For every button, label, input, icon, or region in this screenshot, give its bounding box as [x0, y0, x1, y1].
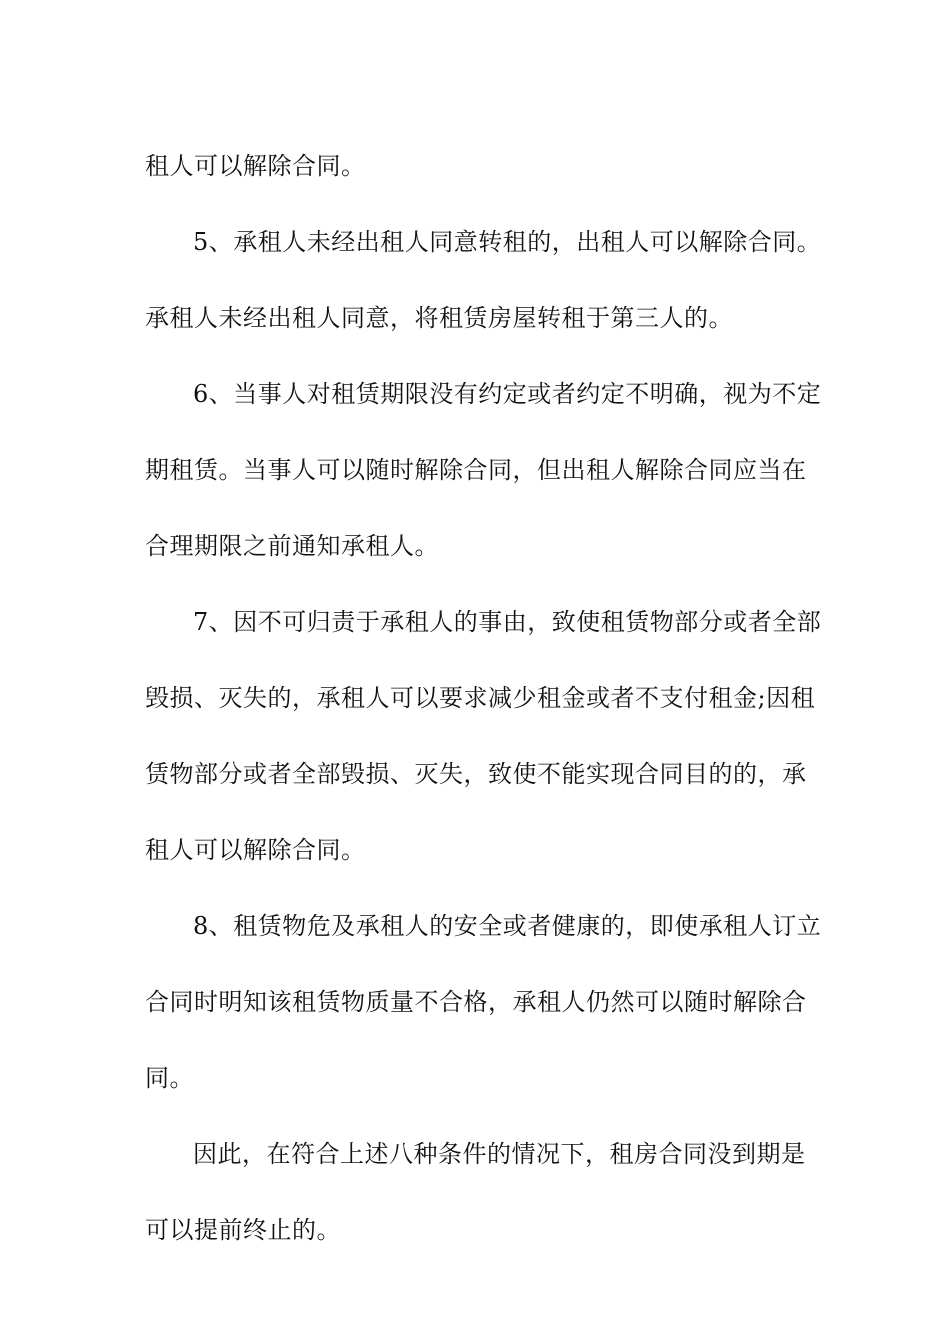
- paragraph-conclusion: [145, 1116, 810, 1268]
- text-line: 8、租赁物危及承租人的安全或者健康的，即使承租人订立: [193, 912, 822, 940]
- text-line: 同。: [145, 1064, 194, 1092]
- text-line: 合理期限之前通知承租人。: [145, 532, 439, 560]
- paragraph-item-7: [145, 584, 822, 888]
- text-line: 因此，在符合上述八种条件的情况下，租房合同没到期是: [193, 1140, 806, 1168]
- paragraph-item-8: [145, 888, 822, 1116]
- text-line: 5、承租人未经出租人同意转租的，出租人可以解除合同。: [193, 228, 822, 256]
- text-line: 可以提前终止的。: [145, 1216, 341, 1244]
- text-line: 7、因不可归责于承租人的事由，致使租赁物部分或者全部: [193, 608, 822, 636]
- document-page: [145, 128, 822, 1268]
- text-line: 租人可以解除合同。: [145, 152, 366, 180]
- text-line: 毁损、灭失的，承租人可以要求减少租金或者不支付租金;因租: [145, 684, 816, 712]
- text-line: 期租赁。当事人可以随时解除合同，但出租人解除合同应当在: [145, 456, 807, 484]
- paragraph-continuation: [145, 128, 810, 204]
- paragraph-item-5: [145, 204, 822, 356]
- text-line: 合同时明知该租赁物质量不合格，承租人仍然可以随时解除合: [145, 988, 807, 1016]
- paragraph-item-6: [145, 356, 822, 584]
- text-line: 6、当事人对租赁期限没有约定或者约定不明确，视为不定: [193, 380, 822, 408]
- text-line: 赁物部分或者全部毁损、灭失，致使不能实现合同目的的，承: [145, 760, 807, 788]
- text-line: 承租人未经出租人同意，将租赁房屋转租于第三人的。: [145, 304, 733, 332]
- text-line: 租人可以解除合同。: [145, 836, 366, 864]
